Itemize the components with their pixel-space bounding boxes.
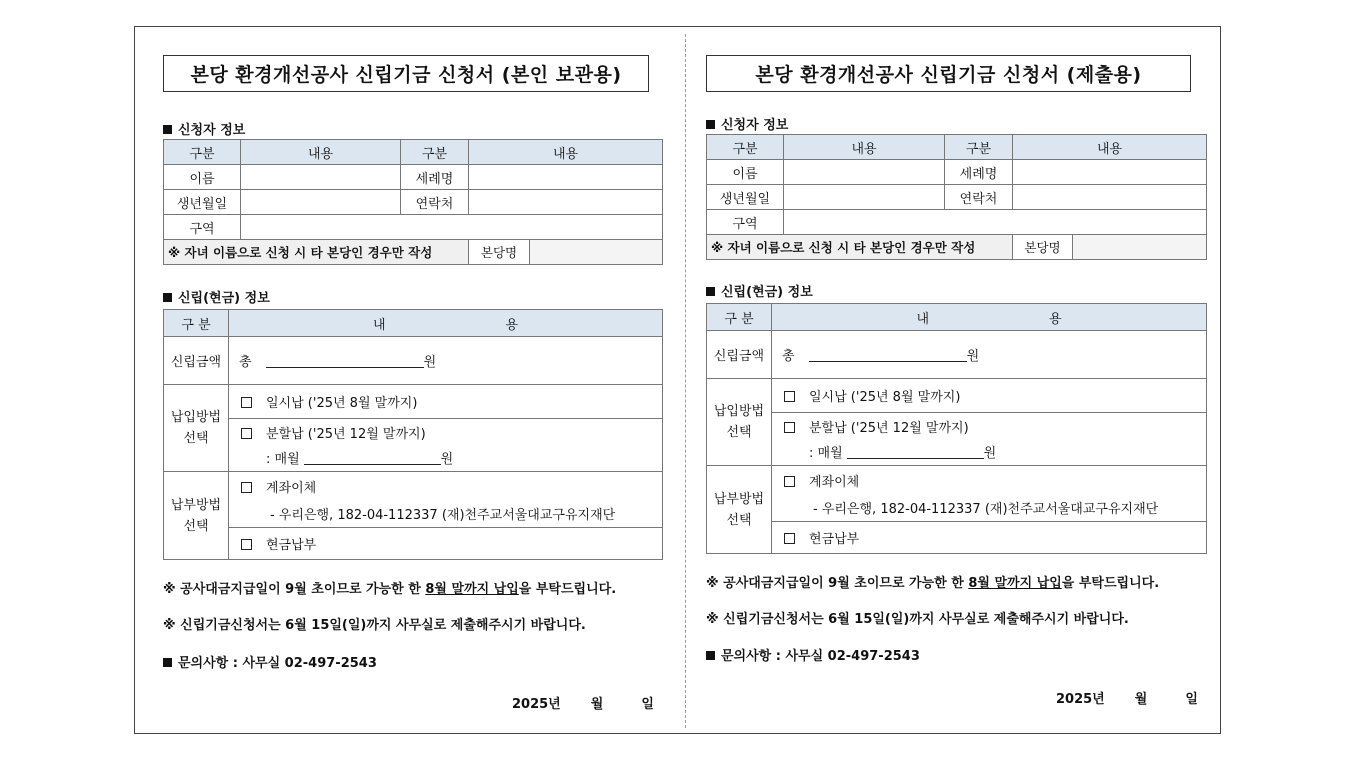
date-day: 일: [641, 697, 654, 712]
fund-table: [706, 303, 1207, 554]
notice1-emphasis: 8월 말까지 납입: [425, 582, 519, 597]
birthdate-label: 생년월일: [164, 190, 241, 215]
square-bullet-icon: [706, 120, 715, 129]
fund-header-row: [164, 310, 663, 337]
header-content: 내용: [784, 135, 945, 160]
monthly-suffix: 원: [983, 446, 997, 461]
amount-suffix: 원: [423, 355, 437, 370]
notice-payment-deadline: [163, 578, 616, 597]
contact-info: [163, 652, 377, 671]
pay-option-installment[interactable]: [772, 413, 1207, 466]
birthdate-field[interactable]: [241, 190, 401, 215]
fund-section-heading: [163, 287, 270, 306]
date-month: 월: [590, 697, 604, 712]
remit-option-cash[interactable]: [229, 528, 663, 560]
fund-header-content-1: 내: [372, 317, 386, 333]
district-field[interactable]: [784, 210, 1207, 235]
amount-input-line[interactable]: [809, 349, 967, 362]
table-row: [707, 210, 1207, 235]
fund-section-heading: [706, 281, 813, 300]
remit-row-2: [164, 528, 663, 560]
amount-suffix: 원: [966, 349, 980, 364]
amount-input-line[interactable]: [266, 355, 424, 368]
phone-field[interactable]: [469, 190, 663, 215]
baptismal-name-field[interactable]: [469, 165, 663, 190]
checkbox-icon[interactable]: [241, 397, 252, 408]
monthly-input-line[interactable]: [304, 452, 441, 465]
square-bullet-icon: [706, 287, 715, 296]
remit-row-2: [707, 522, 1207, 554]
fund-header-row: [707, 304, 1207, 331]
pay-option-lumpsum-label: 일시납 ('25년 8월 말까지): [266, 396, 418, 411]
monthly-prefix: : 매월: [266, 452, 300, 467]
fund-header-category: 구 분: [164, 310, 229, 337]
baptismal-name-label: 세례명: [401, 165, 469, 190]
fund-section-label: 신립(현금) 정보: [178, 291, 270, 306]
contact-text: 문의사항 : 사무실 02-497-2543: [178, 656, 377, 671]
fund-header-content: [772, 304, 1207, 331]
remit-option-transfer-label: 계좌이체: [809, 474, 860, 490]
remit-option-transfer[interactable]: [229, 472, 663, 528]
table-row: [707, 160, 1207, 185]
baptismal-name-label: 세례명: [945, 160, 1013, 185]
remit-row-1: [164, 472, 663, 528]
parish-note: ※ 자녀 이름으로 신청 시 타 본당인 경우만 작성: [707, 235, 1013, 260]
amount-prefix: 총: [782, 349, 795, 364]
parish-field[interactable]: [530, 240, 663, 265]
date-year: 2025년: [1056, 692, 1105, 707]
pay-method-row-1: [164, 385, 663, 419]
pay-option-lumpsum-label: 일시납 ('25년 8월 말까지): [809, 390, 961, 405]
fund-table: [163, 309, 663, 560]
date-line: [512, 693, 654, 712]
date-day: 일: [1185, 692, 1198, 707]
remit-option-cash[interactable]: [772, 522, 1207, 554]
form-title: 본당 환경개선공사 신립기금 신청서 (제출용): [706, 55, 1191, 92]
parish-label: 본당명: [1013, 235, 1073, 260]
notice1-pre: ※ 공사대금지급일이 9월 초이므로 가능한 한: [706, 576, 969, 591]
header-category-2: 구분: [945, 135, 1013, 160]
notice-payment-deadline: [706, 572, 1159, 591]
monthly-suffix: 원: [440, 452, 454, 467]
checkbox-icon[interactable]: [784, 422, 795, 433]
pay-method-row-2: [164, 419, 663, 472]
form-title: 본당 환경개선공사 신립기금 신청서 (본인 보관용): [163, 55, 649, 92]
header-category-2: 구분: [401, 140, 469, 165]
checkbox-icon[interactable]: [784, 533, 795, 544]
remit-option-transfer-label: 계좌이체: [266, 480, 317, 496]
table-row: [707, 185, 1207, 210]
remit-method-label: 납부방법 선택: [707, 466, 772, 554]
district-field[interactable]: [241, 215, 663, 240]
applicant-section-heading: [163, 119, 245, 138]
notice1-post: 을 부탁드립니다.: [1061, 576, 1160, 591]
pay-option-installment-label: 분할납 ('25년 12월 말까지): [266, 427, 426, 442]
square-bullet-icon: [163, 125, 172, 134]
pay-option-lumpsum[interactable]: [229, 385, 663, 419]
district-label: 구역: [164, 215, 241, 240]
table-row: [164, 190, 663, 215]
remit-row-1: [707, 466, 1207, 522]
parish-note-row: [707, 235, 1207, 260]
header-category: 구분: [164, 140, 241, 165]
name-label: 이름: [707, 160, 784, 185]
contact-info: [706, 645, 920, 664]
pay-method-label: 납입방법 선택: [164, 385, 229, 472]
phone-field[interactable]: [1013, 185, 1207, 210]
header-content-2: 내용: [469, 140, 663, 165]
notice1-post: 을 부탁드립니다.: [518, 582, 617, 597]
pay-option-lumpsum[interactable]: [772, 379, 1207, 413]
monthly-prefix: : 매월: [809, 446, 843, 461]
baptismal-name-field[interactable]: [1013, 160, 1207, 185]
amount-prefix: 총: [239, 355, 252, 370]
amount-cell: [229, 337, 663, 385]
phone-label: 연락처: [401, 190, 469, 215]
notice-submission-deadline: ※ 신립기금신청서는 6월 15일(일)까지 사무실로 제출해주시기 바랍니다.: [163, 618, 586, 633]
notice1-emphasis: 8월 말까지 납입: [968, 576, 1062, 591]
amount-label: 신립금액: [707, 331, 772, 379]
fund-header-category: 구 분: [707, 304, 772, 331]
amount-cell: [772, 331, 1207, 379]
date-line: [1056, 688, 1198, 707]
pay-option-installment-label: 분할납 ('25년 12월 말까지): [809, 421, 969, 436]
applicant-header-row: [707, 135, 1207, 160]
header-content-2: 내용: [1013, 135, 1207, 160]
remit-method-label: 납부방법 선택: [164, 472, 229, 560]
square-bullet-icon: [706, 651, 715, 660]
header-category: 구분: [707, 135, 784, 160]
fund-header-content-2: 용: [1049, 311, 1062, 327]
name-label: 이름: [164, 165, 241, 190]
table-row: [164, 165, 663, 190]
checkbox-icon[interactable]: [241, 482, 252, 493]
checkbox-icon[interactable]: [784, 476, 795, 487]
parish-note: ※ 자녀 이름으로 신청 시 타 본당인 경우만 작성: [164, 240, 469, 265]
fund-header-content-1: 내: [916, 311, 929, 327]
cut-line-divider: [685, 34, 686, 728]
name-field[interactable]: [241, 165, 401, 190]
amount-label: 신립금액: [164, 337, 229, 385]
checkbox-icon[interactable]: [784, 391, 795, 402]
monthly-input-line[interactable]: [847, 446, 984, 459]
notice-submission-deadline: ※ 신립기금신청서는 6월 15일(일)까지 사무실로 제출해주시기 바랍니다.: [706, 612, 1129, 627]
pay-method-label: 납입방법 선택: [707, 379, 772, 466]
amount-row: [707, 331, 1207, 379]
name-field[interactable]: [784, 160, 945, 185]
date-month: 월: [1134, 692, 1148, 707]
fund-section-label: 신립(현금) 정보: [721, 285, 813, 300]
header-content: 내용: [241, 140, 401, 165]
remit-option-transfer[interactable]: [772, 466, 1207, 522]
checkbox-icon[interactable]: [241, 428, 252, 439]
table-row: [164, 215, 663, 240]
applicant-table: [163, 139, 663, 265]
district-label: 구역: [707, 210, 784, 235]
remit-option-cash-label: 현금납부: [809, 532, 860, 547]
pay-method-row-2: [707, 413, 1207, 466]
remit-option-cash-label: 현금납부: [266, 538, 317, 553]
birthdate-field[interactable]: [784, 185, 945, 210]
bank-account-info: - 우리은행, 182-04-112337 (재)천주교서울대교구유지재단: [813, 501, 1159, 517]
contact-text: 문의사항 : 사무실 02-497-2543: [721, 649, 920, 664]
fund-header-content: [229, 310, 663, 337]
applicant-section-label: 신청자 정보: [178, 123, 246, 138]
applicant-section-label: 신청자 정보: [721, 118, 789, 133]
applicant-header-row: [164, 140, 663, 165]
applicant-section-heading: [706, 114, 788, 133]
square-bullet-icon: [163, 293, 172, 302]
pay-option-installment[interactable]: [229, 419, 663, 472]
parish-field[interactable]: [1073, 235, 1207, 260]
bank-account-info: - 우리은행, 182-04-112337 (재)천주교서울대교구유지재단: [270, 507, 616, 523]
notice1-pre: ※ 공사대금지급일이 9월 초이므로 가능한 한: [163, 582, 426, 597]
phone-label: 연락처: [945, 185, 1013, 210]
fund-header-content-2: 용: [505, 317, 519, 333]
square-bullet-icon: [163, 658, 172, 667]
amount-row: [164, 337, 663, 385]
parish-note-row: [164, 240, 663, 265]
birthdate-label: 생년월일: [707, 185, 784, 210]
parish-label: 본당명: [469, 240, 530, 265]
applicant-table: [706, 134, 1207, 260]
pay-method-row-1: [707, 379, 1207, 413]
checkbox-icon[interactable]: [241, 539, 252, 550]
date-year: 2025년: [512, 697, 561, 712]
